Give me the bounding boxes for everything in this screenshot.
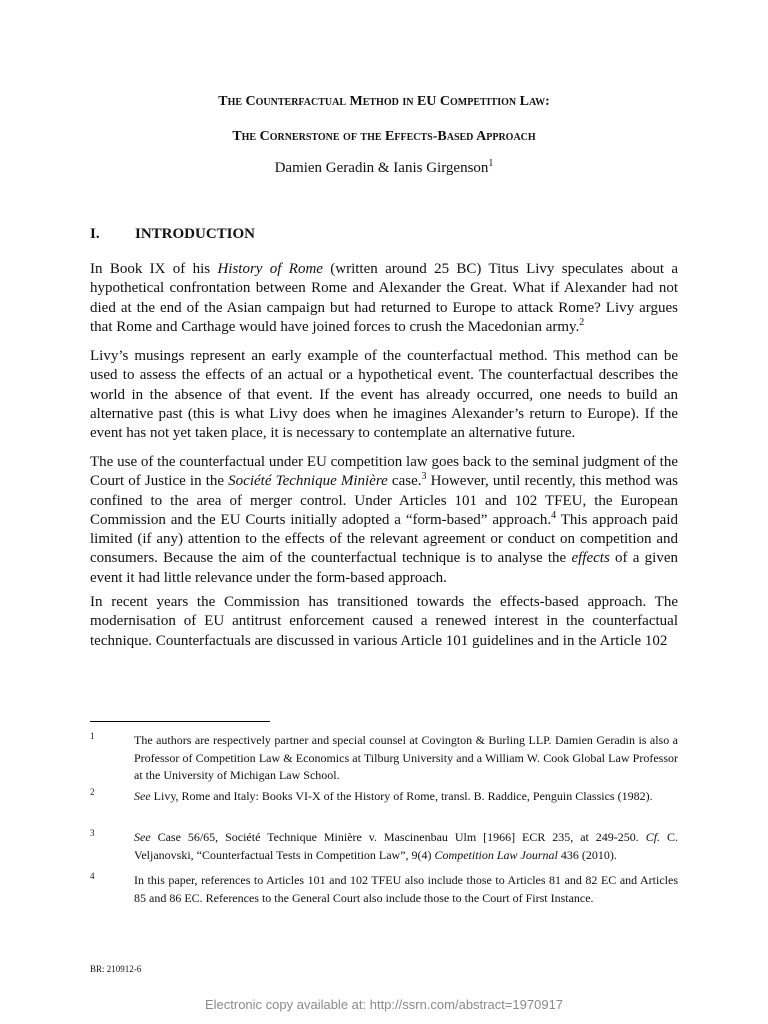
p3-italic-case: Société Technique Minière (228, 473, 388, 490)
paragraph-1 (90, 260, 678, 337)
paragraph-2: Livy’s musings represent an early example of the counterfactual method. This method can be used to assess the effects of an actual or a hypothetical event. The counterfactual describes the world in the absence of that event. If the event has already occurred, one needs to build an alternative past (this is what Livy does when he imagines Alexander’s return to Europe). If the event has not yet taken place, it is necessary to contemplate an alternative future. (90, 348, 678, 442)
paper-title-line2: The Cornerstone of the Effects-Based Approach (232, 129, 536, 144)
ssrn-footer-link[interactable]: Electronic copy available at: http://ssrn.com/abstract=1970917 (204, 997, 564, 1012)
document-reference: BR: 210912-6 (90, 964, 142, 974)
p3-text-c: However, until recently, this method was confined to the area of merger control. Under Articles 101 and 102 TFEU, the European Commission and the EU Courts initially adopted a “form-based” approach. (90, 473, 679, 528)
footnote-1 (90, 732, 678, 785)
paragraph-4: In recent years the Commission has transitioned towards the effects-based approach. The modernisation of EU antitrust enforcement caused a renewed interest in the counterfactual technique. Counterfactuals are discussed in various Article 101 guidelines and in the Article 102 (90, 594, 678, 649)
footnote-text (134, 829, 678, 864)
p3-text-a: The use of the counterfactual under EU competition law goes back to the seminal judgment of the Court of Justice in the (90, 454, 678, 490)
footnote-mark: 2 (90, 787, 95, 797)
footnote-divider (90, 721, 270, 722)
p3-text-b: case. (387, 473, 422, 490)
footnote-mark: 1 (90, 731, 95, 741)
paper-title-line1: The Counterfactual Method in EU Competition Law: (218, 94, 550, 109)
p3-text-d: This approach paid limited (if any) attention to the effects of the relevant agreement or conduct on competition and consumers. Because the aim of the counterfactual technique is to analyse the (90, 511, 678, 567)
section-heading (90, 226, 255, 243)
footnote-body-b: C. Veljanovski, “Counterfactual Tests in Competition Law”, 9(4) (134, 830, 678, 862)
section-title: INTRODUCTION (135, 226, 256, 242)
footnote-mark: 4 (90, 871, 95, 881)
p1-italic-title: History of Rome (217, 261, 323, 277)
footnote-ref-3[interactable]: 3 (421, 471, 427, 483)
p3-text-e: of a given event it had little relevance under the form-based approach. (90, 550, 678, 586)
author-line (0, 160, 768, 177)
p1-text-b: (written around 25 BC) Titus Livy speculates about a hypothetical confrontation between Rome and Alexander the Great. What if Alexander had not died at the end of the Asian campaign but had returned to Europe to attack Rome? Livy argues that Rome and Carthage would have joined forces to crush the Macedonian army. (90, 261, 679, 335)
footnote-3 (90, 829, 678, 864)
author-names: Damien Geradin & Ianis Girgenson (274, 160, 489, 176)
footnote-body-c: 436 (2010). (557, 847, 617, 862)
footnote-text (134, 788, 678, 806)
footnote-mark: 3 (90, 828, 95, 838)
footnote-4 (90, 872, 678, 907)
footnote-cf: Cf. (645, 830, 661, 844)
paragraph-3 (90, 453, 678, 588)
footnote-ref-2[interactable]: 2 (579, 316, 585, 328)
footnote-text: In this paper, references to Articles 101 and 102 TFEU also include those to Articles 81 and 82 EC and Articles 85 and 86 EC. References to the General Court also include those to the Court of First Instance. (134, 873, 678, 905)
footnote-journal: Competition Law Journal (434, 847, 558, 862)
section-number: I. (90, 226, 100, 242)
author-footnote-mark[interactable]: 1 (488, 158, 494, 169)
p3-italic-effects: effects (571, 550, 610, 567)
footnote-body-a: Case 56/65, Société Technique Minière v. Mascinenbau Ulm [1966] ECR 235, at 249-250. (150, 830, 646, 844)
footnote-see: See (134, 789, 151, 803)
footnote-2 (90, 788, 678, 806)
footnote-ref-4[interactable]: 4 (551, 509, 557, 521)
footnote-body: Livy, Rome and Italy: Books VI-X of the History of Rome, transl. B. Raddice, Penguin Classics (1982). (150, 789, 653, 803)
p1-text-a: In Book IX of his (90, 261, 218, 277)
footnote-see: See (134, 830, 151, 844)
footnote-text: The authors are respectively partner and special counsel at Covington & Burling LLP. Damien Geradin is also a Professor of Competition Law & Economics at Tilburg University and a William W. Cook Global Law Professor at the University of Michigan Law School. (134, 733, 678, 782)
